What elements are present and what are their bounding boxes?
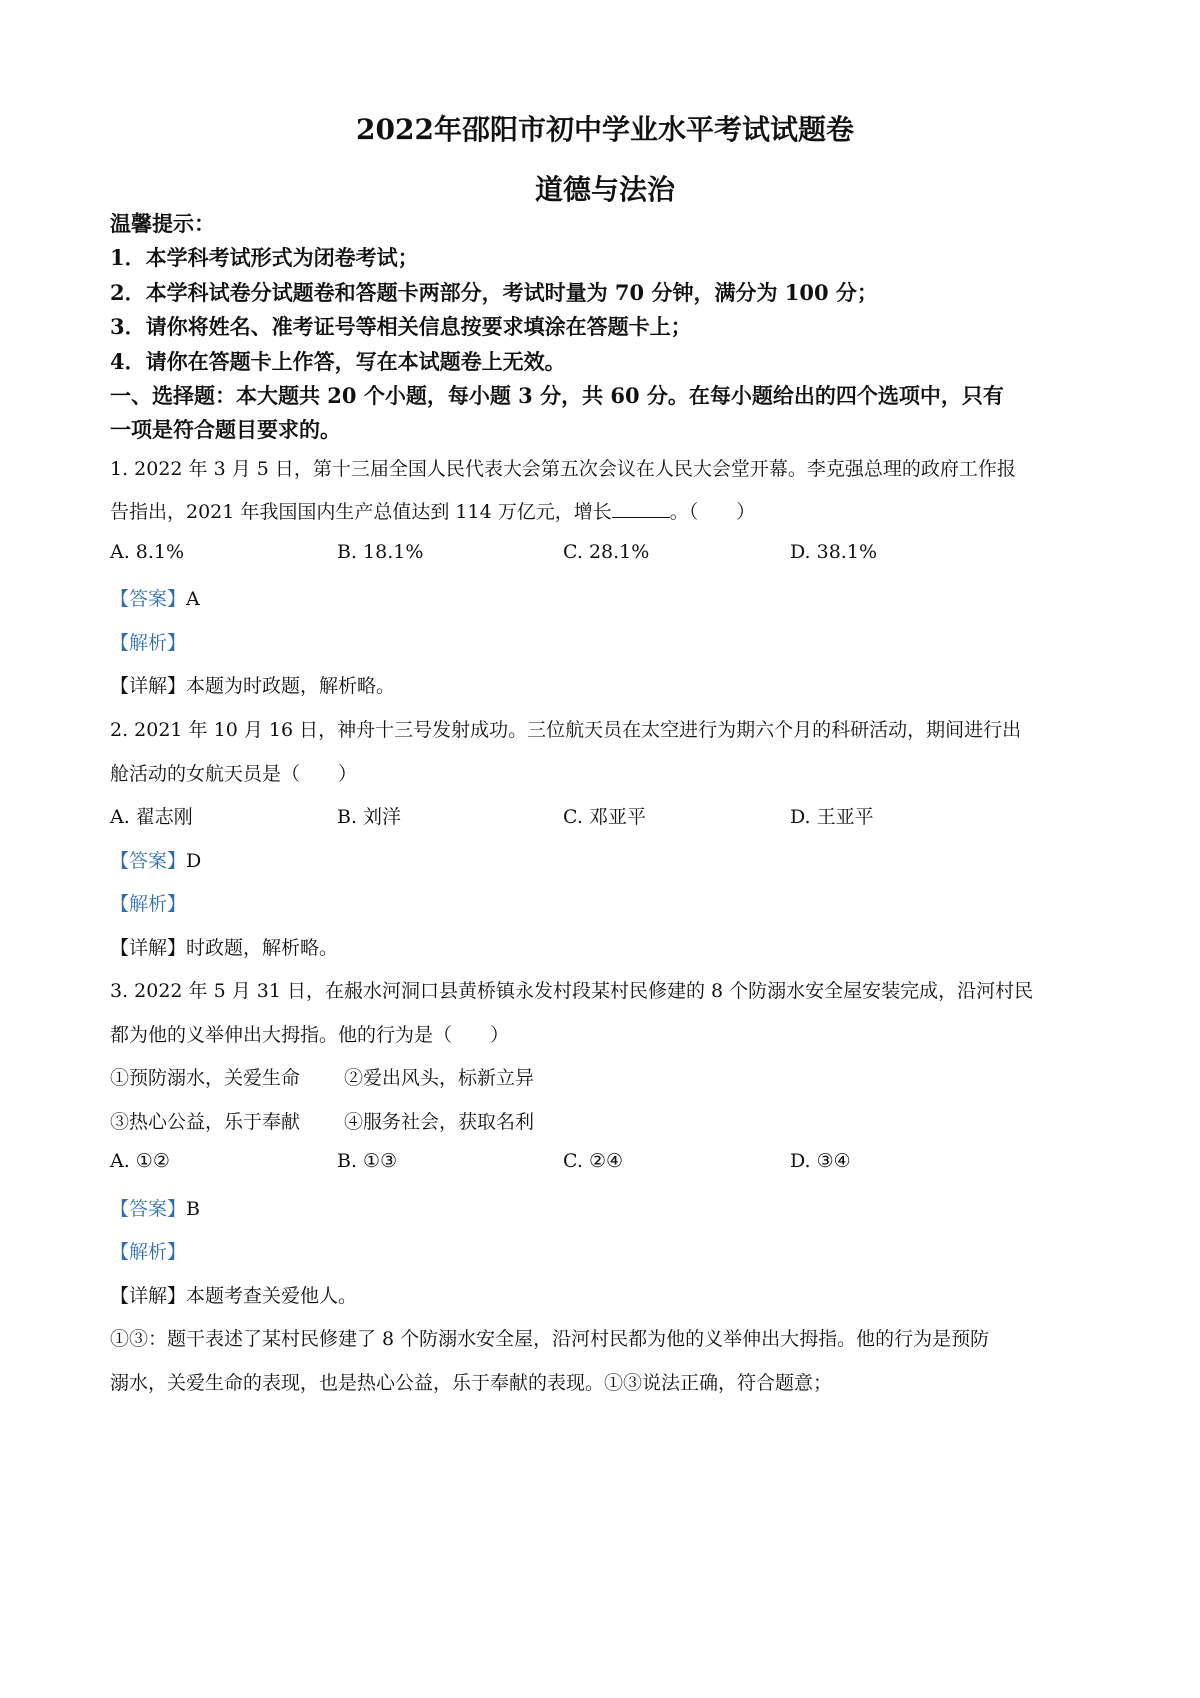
q1-option-b: B. 18.1%	[337, 541, 424, 563]
q3-statement-4: ④服务社会，获取名利	[344, 1111, 535, 1133]
q2-detail	[110, 933, 338, 960]
q1-option-c: C. 28.1%	[563, 541, 650, 563]
q3-answer	[110, 1194, 200, 1221]
q1-option-a: A. 8.1%	[110, 541, 185, 563]
exam-title: 2022年邵阳市初中学业水平考试试题卷	[356, 113, 854, 146]
q3-statement-1: ①预防溺水，关爱生命	[110, 1067, 301, 1089]
q1-option-d: D. 38.1%	[790, 541, 877, 563]
detail-tag: 【详解】	[110, 1285, 187, 1307]
q3-detail	[110, 1281, 357, 1308]
q1-answer	[110, 584, 200, 611]
q3-explain-line1: ①③：题干表述了某村民修建了 8 个防溺水安全屋，沿河村民都为他的义举伸出大拇指。他的行为是预防	[110, 1328, 990, 1350]
q2-analysis-tag: 【解析】	[110, 893, 187, 915]
q3-stem-line1: 3. 2022 年 5 月 31 日，在赧水河洞口县黄桥镇永发村段某村民修建的 8 个防溺水安全屋安装完成，沿河村民	[110, 980, 1034, 1002]
detail-tag: 【详解】	[110, 937, 187, 959]
answer-tag: 【答案】	[110, 850, 187, 872]
q2-option-c: C. 邓亚平	[563, 806, 646, 828]
q2-option-d: D. 王亚平	[790, 806, 874, 828]
detail-tag: 【详解】	[110, 675, 187, 697]
answer-value: B	[186, 1198, 200, 1220]
notice-item: 4．请你在答题卡上作答，写在本试题卷上无效。	[110, 349, 566, 374]
q2-option-a: A. 翟志刚	[110, 806, 193, 828]
detail-text: 本题为时政题，解析略。	[186, 675, 396, 697]
q1-analysis-tag: 【解析】	[110, 632, 187, 654]
notice-item: 2．本学科试卷分试题卷和答题卡两部分，考试时量为 70 分钟，满分为 100 分；	[110, 280, 878, 305]
q3-stem-line2: 都为他的义举伸出大拇指。他的行为是（ ）	[110, 1024, 510, 1046]
q2-stem-line1: 2. 2021 年 10 月 16 日，神舟十三号发射成功。三位航天员在太空进行为期六个月的科研活动，期间进行出	[110, 719, 1022, 741]
notice-item: 1．本学科考试形式为闭卷考试；	[110, 245, 419, 270]
q3-analysis-tag: 【解析】	[110, 1241, 187, 1263]
section-heading: 一、选择题：本大题共 20 个小题，每小题 3 分，共 60 分。在每小题给出的四个选项中，只有	[110, 383, 1004, 408]
detail-text: 本题考查关爱他人。	[186, 1285, 358, 1307]
notice-heading: 温馨提示：	[110, 211, 215, 236]
q2-stem-line2: 舱活动的女航天员是（ ）	[110, 763, 358, 785]
answer-value: A	[186, 588, 200, 610]
q3-option-d: D. ③④	[790, 1150, 851, 1172]
notice-item: 3．请你将姓名、准考证号等相关信息按要求填涂在答题卡上；	[110, 314, 692, 339]
answer-blank	[612, 501, 670, 518]
q3-explain-line2: 溺水，关爱生命的表现，也是热心公益，乐于奉献的表现。①③说法正确，符合题意；	[110, 1372, 833, 1394]
q3-option-a: A. ①②	[110, 1150, 170, 1172]
q1-detail	[110, 671, 395, 698]
detail-text: 时政题，解析略。	[186, 937, 339, 959]
q1-stem-line1: 1. 2022 年 3 月 5 日，第十三届全国人民代表大会第五次会议在人民大会堂开幕。李克强总理的政府工作报	[110, 458, 1016, 480]
answer-tag: 【答案】	[110, 588, 187, 610]
q3-option-b: B. ①③	[337, 1150, 398, 1172]
q2-option-b: B. 刘洋	[337, 806, 402, 828]
q1-stem-line2	[110, 497, 755, 524]
answer-value: D	[186, 850, 202, 872]
q1-stem-paren: 。（ ）	[669, 501, 756, 523]
section-heading-cont: 一项是符合题目要求的。	[110, 417, 341, 442]
q3-option-c: C. ②④	[563, 1150, 624, 1172]
q3-statement-3: ③热心公益，乐于奉献	[110, 1111, 301, 1133]
q1-stem-text: 告指出，2021 年我国国内生产总值达到 114 万亿元，增长	[110, 501, 612, 523]
answer-tag: 【答案】	[110, 1198, 187, 1220]
q2-answer	[110, 846, 201, 873]
exam-subject: 道德与法治	[534, 173, 675, 206]
q3-statement-2: ②爱出风头，标新立异	[344, 1067, 535, 1089]
